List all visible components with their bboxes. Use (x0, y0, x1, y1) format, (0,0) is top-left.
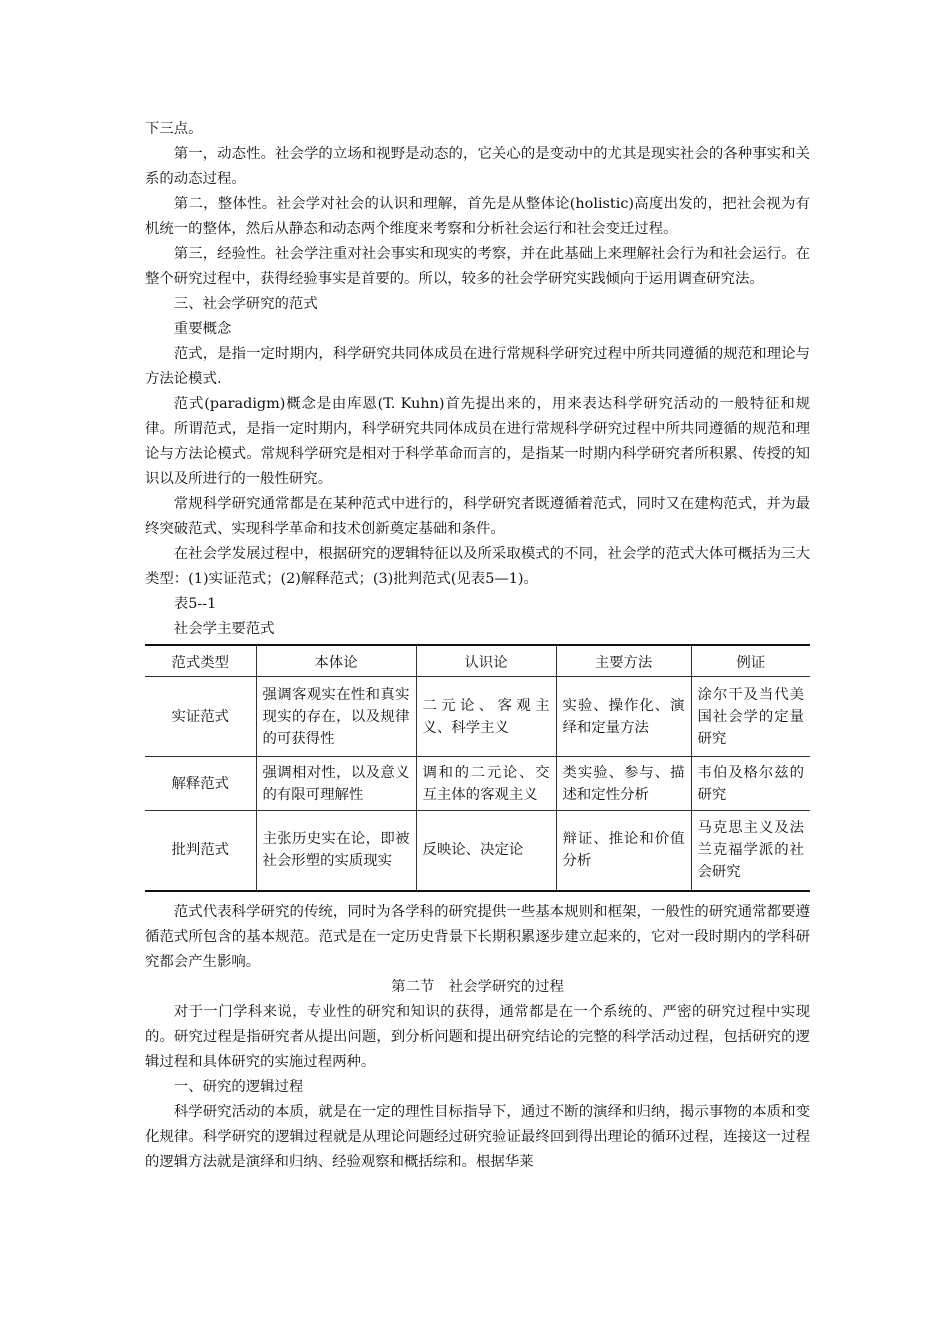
table-header-cell: 认识论 (416, 645, 556, 677)
table-header-cell: 例证 (691, 645, 810, 677)
table-cell: 韦伯及格尔兹的研究 (691, 757, 810, 811)
paragraph: 表5--1 (173, 596, 217, 612)
paragraph: 科学研究活动的本质，就是在一定的理性目标指导下，通过不断的演绎和归纳，揭示事物的本质和变化规律。科学研究的逻辑过程就是从理论问题经过研究验证最终回到得出理论的循环过程，连接这一过程的逻辑方法就是演绎和归纳、经验观察和概括综和。根据华莱 (145, 1103, 810, 1170)
table-cell: 实验、操作化、演绎和定量方法 (556, 677, 691, 757)
paragraph: 范式代表科学研究的传统，同时为各学科的研究提供一些基本规则和框架，一般性的研究通常都要遵循范式所包含的基本规范。范式是在一定历史背景下长期积累逐步建立起来的，它对一段时期内的学科研究都会产生影响。 (145, 903, 810, 970)
table-cell-type: 解释范式 (145, 757, 256, 811)
paragraph: 一、研究的逻辑过程 (173, 1078, 304, 1095)
table-row (145, 677, 810, 757)
table-cell: 强调客观实在性和真实现实的存在，以及规律的可获得性 (256, 677, 416, 757)
table-cell: 调和的二元论、交互主体的客观主义 (416, 757, 556, 811)
paradigm-table (145, 644, 810, 892)
table-header-row (145, 645, 810, 677)
paragraph: 第三，经验性。社会学注重对社会事实和现实的考察，并在此基础上来理解社会行为和社会运行。在整个研究过程中，获得经验事实是首要的。所以，较多的社会学研究实践倾向于运用调查研究法。 (145, 246, 810, 287)
table-cell: 辩证、推论和价值分析 (556, 811, 691, 891)
table-cell: 强调相对性，以及意义的有限可理解性 (256, 757, 416, 811)
table-cell: 马克思主义及法兰克福学派的社会研究 (691, 811, 810, 891)
paragraph: 范式，是指一定时期内，科学研究共同体成员在进行常规科学研究过程中所共同遵循的规范和理论与方法论模式. (145, 346, 810, 387)
table-cell: 主张历史实在论，即被社会形塑的实质现实 (256, 811, 416, 891)
table-header-cell: 范式类型 (145, 645, 256, 677)
paragraph: 三、社会学研究的范式 (173, 296, 318, 312)
paragraph: 对于一门学科来说，专业性的研究和知识的获得，通常都是在一个系统的、严密的研究过程中实现的。研究过程是指研究者从提出问题，到分析问题和提出研究结论的完整的科学活动过程，包括研究的逻辑过程和具体研究的实施过程两种。 (145, 1003, 810, 1070)
paragraph: 重要概念 (173, 321, 232, 337)
paragraph: 范式(paradigm)概念是由库恩(T. Kuhn)首先提出来的，用来表达科学研究活动的一般特征和规律。所谓范式，是指一定时期内，科学研究共同体成员在进行常规科学研究过程中所共同遵循的规范和理论与方法论模式。常规科学研究是相对于科学革命而言的，是指某一时期内科学研究者所积累、传授的知识以及所进行的一般性研究。 (145, 396, 810, 487)
paragraph: 第二，整体性。社会学对社会的认识和理解，首先是从整体论(holistic)高度出发的，把社会视为有机统一的整体，然后从静态和动态两个维度来考察和分析社会运行和社会变迁过程。 (145, 196, 810, 237)
paragraph: 常规科学研究通常都是在某种范式中进行的，科学研究者既遵循着范式，同时又在建构范式，并为最终突破范式、实现科学革命和技术创新奠定基础和条件。 (145, 496, 810, 537)
table-row (145, 811, 810, 891)
table-row (145, 757, 810, 811)
table-cell: 涂尔干及当代美国社会学的定量研究 (691, 677, 810, 757)
paragraph: 社会学主要范式 (173, 621, 275, 637)
table-cell: 类实验、参与、描述和定性分析 (556, 757, 691, 811)
table-cell-type: 实证范式 (145, 677, 256, 757)
text-block-before-table (145, 117, 810, 642)
table-cell: 反映论、决定论 (416, 811, 556, 891)
table-header-cell: 本体论 (256, 645, 416, 677)
text-block-after-table (145, 900, 810, 1175)
table-cell-type: 批判范式 (145, 811, 256, 891)
paragraph: 第一，动态性。社会学的立场和视野是动态的，它关心的是变动中的尤其是现实社会的各种事实和关系的动态过程。 (145, 146, 810, 187)
table-header-cell: 主要方法 (556, 645, 691, 677)
paragraph: 下三点。 (145, 121, 203, 137)
section-heading: 第二节 社会学研究的过程 (391, 978, 564, 995)
document-page (145, 117, 810, 1175)
paragraph: 在社会学发展过程中，根据研究的逻辑特征以及所采取模式的不同，社会学的范式大体可概括为三大类型：(1)实证范式；(2)解释范式；(3)批判范式(见表5—1)。 (145, 546, 810, 587)
table-cell: 二元论、客观主义、科学主义 (416, 677, 556, 757)
